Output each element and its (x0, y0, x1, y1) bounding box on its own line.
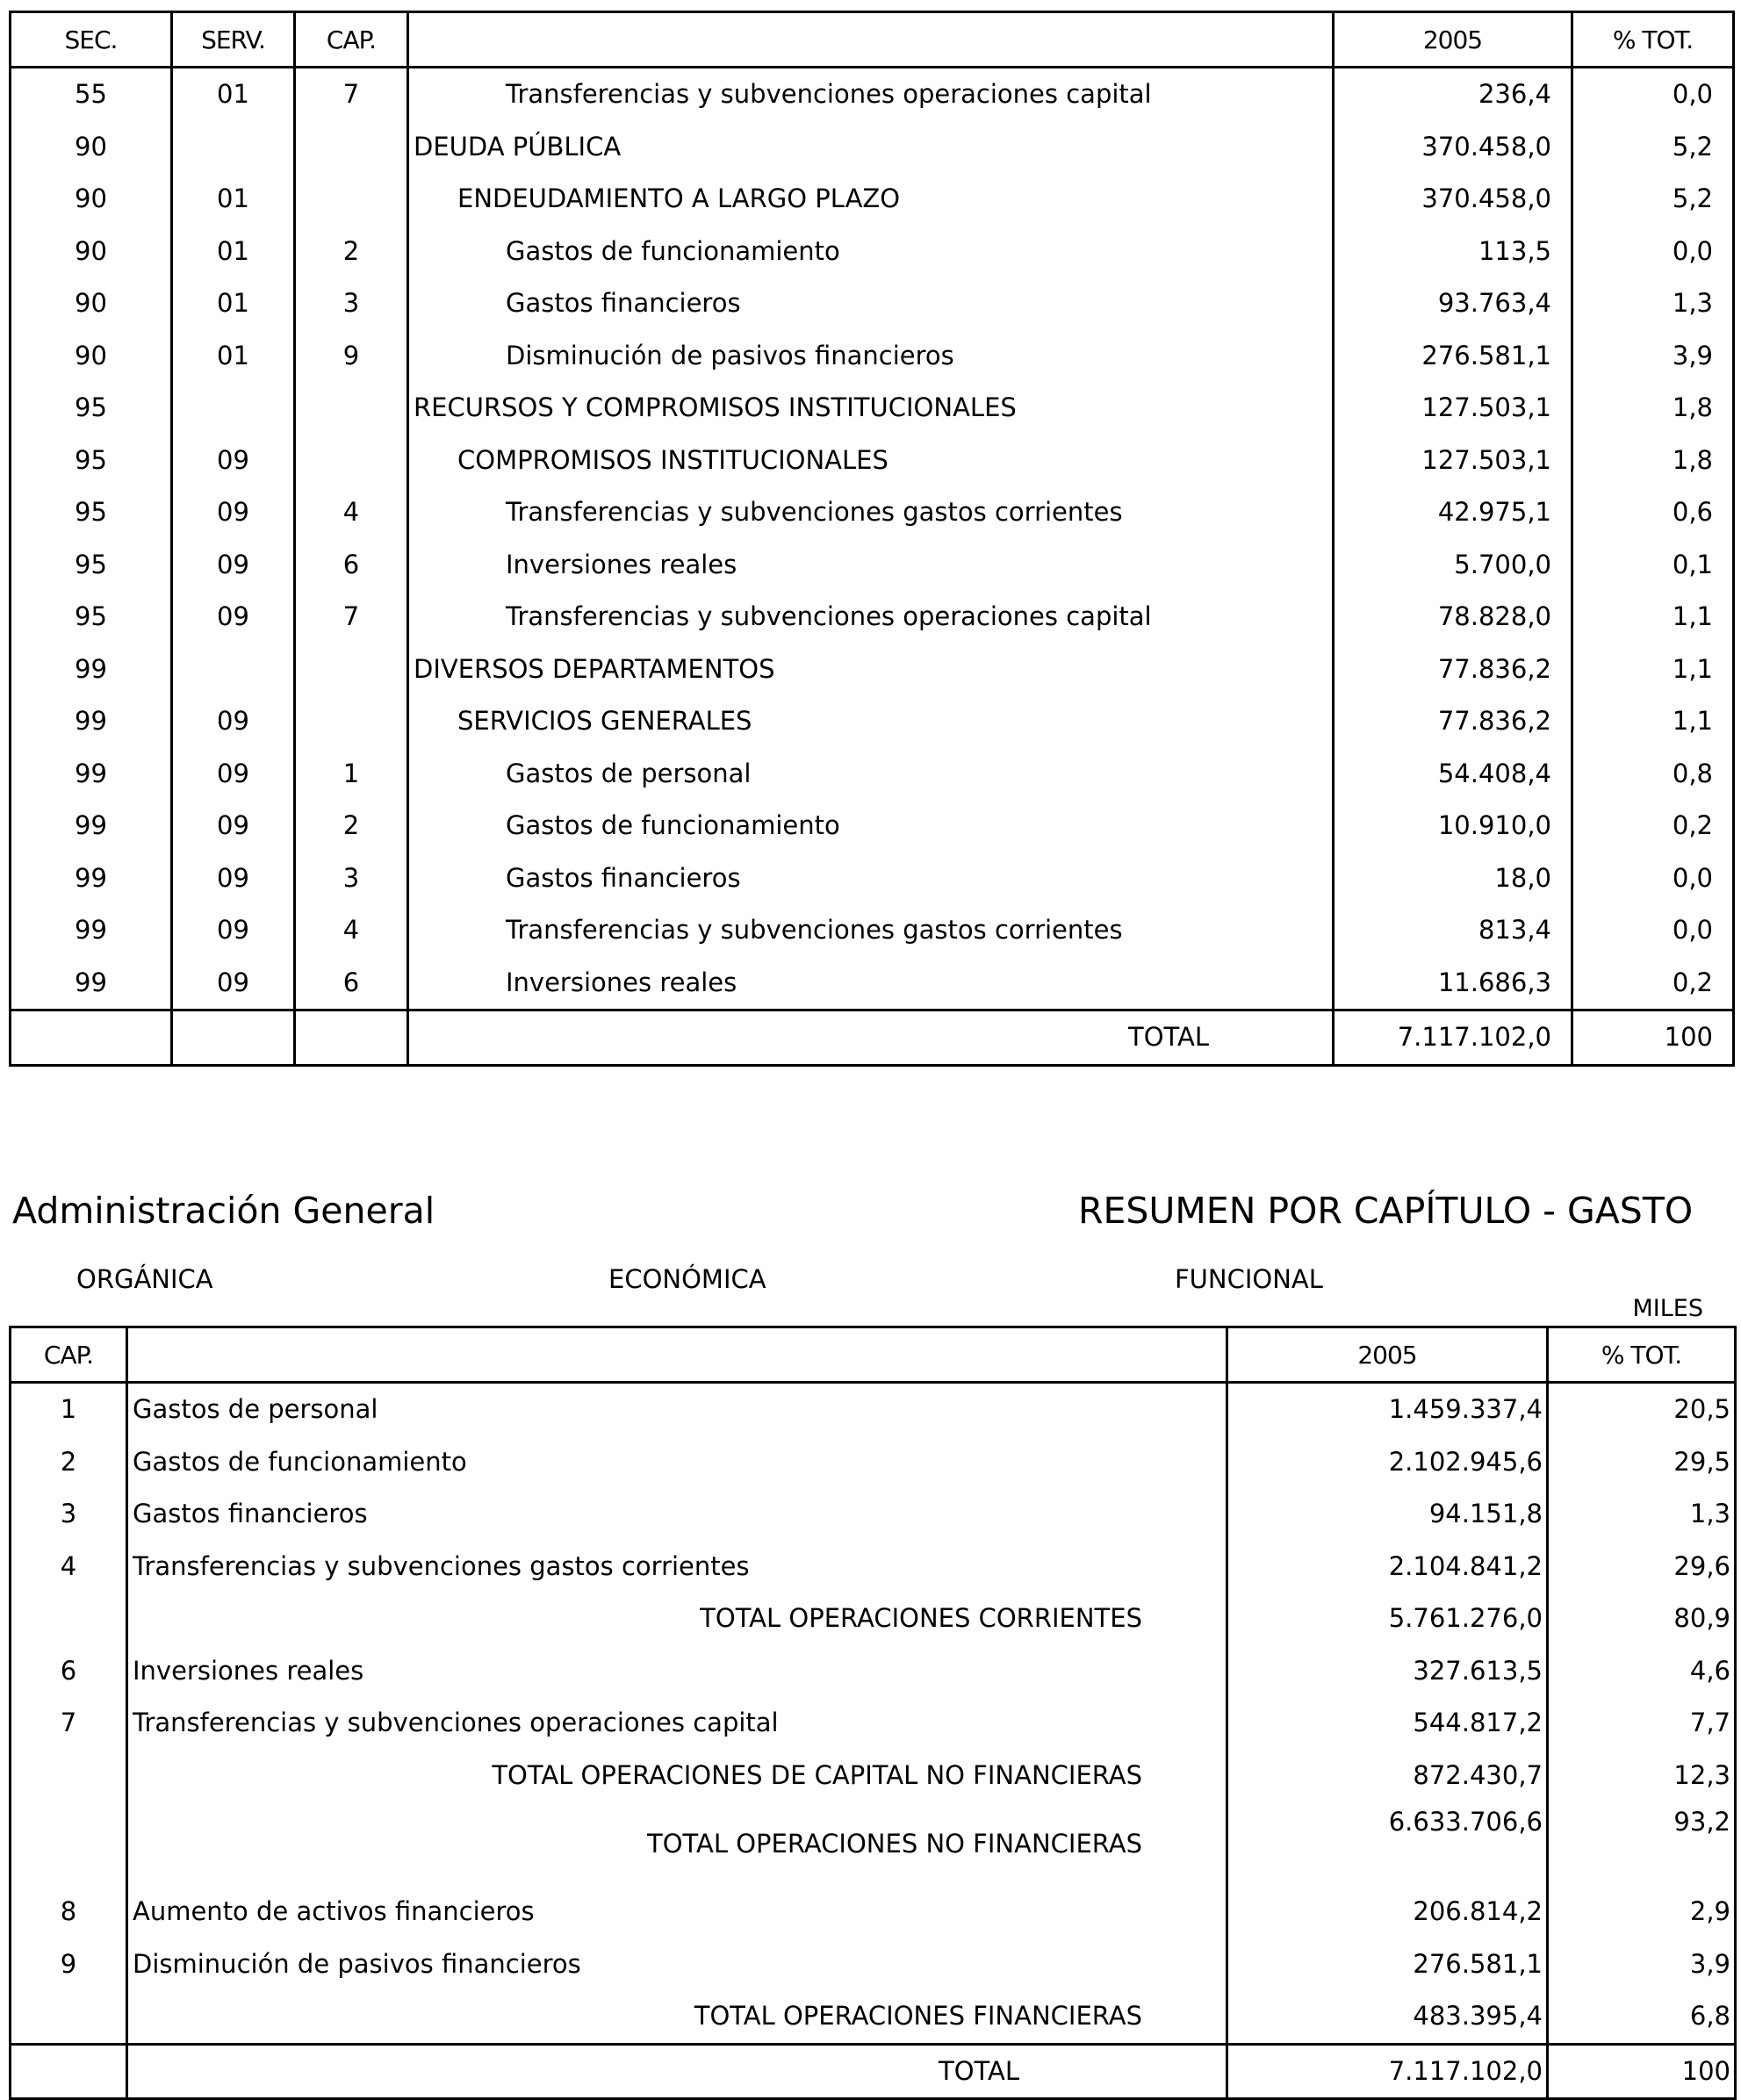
header-pct: % TOT. (1548, 1327, 1736, 1383)
pct-cell: 2,9 (1548, 1886, 1736, 1938)
cap-cell (11, 1593, 127, 1645)
total-amount: 7.117.102,0 (1227, 2044, 1548, 2099)
cap-cell (11, 1990, 127, 2044)
pct-cell: 1,1 (1572, 644, 1734, 696)
header-sec: SEC. (11, 12, 172, 68)
desc-cell: Transferencias y subvenciones operaciones capital (408, 591, 1334, 644)
sec-cell: 95 (11, 591, 172, 644)
cap-cell: 6 (295, 957, 408, 1010)
serv-cell (172, 644, 295, 696)
sec-cell: 90 (11, 226, 172, 278)
table-row (11, 748, 1734, 801)
sec-cell: 99 (11, 852, 172, 905)
sec-cell: 55 (11, 68, 172, 121)
cap-cell (295, 644, 408, 696)
pct-cell: 0,0 (1572, 68, 1734, 121)
cap-cell: 8 (11, 1886, 127, 1938)
header-year: 2005 (1334, 12, 1572, 68)
table-row (11, 695, 1734, 748)
serv-cell (172, 121, 295, 174)
header-desc (408, 12, 1334, 68)
table-row (11, 1436, 1736, 1489)
desc-cell: Gastos de funcionamiento (127, 1436, 1227, 1489)
subtotal-label: TOTAL OPERACIONES CORRIENTES (127, 1593, 1227, 1645)
desc-cell: Gastos financieros (408, 277, 1334, 330)
cap-cell: 3 (295, 852, 408, 905)
pct-cell: 0,0 (1572, 852, 1734, 905)
subtotal-label: TOTAL OPERACIONES FINANCIERAS (127, 1990, 1227, 2044)
table-row (11, 852, 1734, 905)
total-pct: 100 (1548, 2044, 1736, 2099)
cap-cell: 2 (295, 226, 408, 278)
total-amount: 7.117.102,0 (1334, 1010, 1572, 1066)
table-row (11, 435, 1734, 487)
table-row (11, 1938, 1736, 1991)
amount-cell: 6.633.706,6 (1227, 1802, 1548, 1886)
amount-cell: 127.503,1 (1334, 382, 1572, 435)
sec-cell: 95 (11, 539, 172, 592)
amount-cell: 11.686,3 (1334, 957, 1572, 1010)
cap-cell: 3 (295, 277, 408, 330)
cap-cell: 6 (295, 539, 408, 592)
pct-cell: 1,3 (1572, 277, 1734, 330)
cap-cell (295, 121, 408, 174)
pct-cell: 5,2 (1572, 121, 1734, 174)
amount-cell: 5.761.276,0 (1227, 1593, 1548, 1645)
pct-cell: 0,6 (1572, 486, 1734, 539)
pct-cell: 93,2 (1548, 1802, 1736, 1886)
header-cap: CAP. (295, 12, 408, 68)
desc-cell: Gastos financieros (127, 1488, 1227, 1541)
table-row (11, 644, 1734, 696)
total-label: TOTAL (127, 2044, 1227, 2099)
cap-cell (295, 695, 408, 748)
table-row (11, 1541, 1736, 1593)
cap-cell (295, 173, 408, 226)
cap-cell: 4 (11, 1541, 127, 1593)
amount-cell: 206.814,2 (1227, 1886, 1548, 1938)
serv-cell: 01 (172, 277, 295, 330)
serv-cell (172, 382, 295, 435)
total-label: TOTAL (408, 1010, 1334, 1066)
desc-cell: ENDEUDAMIENTO A LARGO PLAZO (408, 173, 1334, 226)
amount-cell: 236,4 (1334, 68, 1572, 121)
header-year: 2005 (1227, 1327, 1548, 1383)
amount-cell: 42.975,1 (1334, 486, 1572, 539)
sec-cell: 90 (11, 330, 172, 383)
label-organica: ORGÁNICA (76, 1264, 213, 1294)
section-title: Administración General (12, 1190, 435, 1232)
sec-cell: 99 (11, 695, 172, 748)
table-row (11, 173, 1734, 226)
table-row (11, 539, 1734, 592)
pct-cell: 0,1 (1572, 539, 1734, 592)
amount-cell: 544.817,2 (1227, 1697, 1548, 1750)
sec-cell: 99 (11, 904, 172, 957)
amount-cell: 93.763,4 (1334, 277, 1572, 330)
cap-cell: 2 (11, 1436, 127, 1489)
serv-cell: 01 (172, 226, 295, 278)
pct-cell: 6,8 (1548, 1990, 1736, 2044)
pct-cell: 0,2 (1572, 800, 1734, 852)
amount-cell: 276.581,1 (1334, 330, 1572, 383)
pct-cell: 4,6 (1548, 1645, 1736, 1698)
desc-cell: Disminución de pasivos financieros (127, 1938, 1227, 1991)
pct-cell: 1,8 (1572, 435, 1734, 487)
desc-cell: Disminución de pasivos financieros (408, 330, 1334, 383)
pct-cell: 7,7 (1548, 1697, 1736, 1750)
cap-cell: 3 (11, 1488, 127, 1541)
table-row (11, 68, 1734, 121)
amount-cell: 5.700,0 (1334, 539, 1572, 592)
pct-cell: 1,1 (1572, 591, 1734, 644)
table-row (11, 1383, 1736, 1436)
desc-cell: DIVERSOS DEPARTAMENTOS (408, 644, 1334, 696)
detail-total-row (11, 1010, 1734, 1066)
desc-cell: RECURSOS Y COMPROMISOS INSTITUCIONALES (408, 382, 1334, 435)
amount-cell: 813,4 (1334, 904, 1572, 957)
serv-cell: 09 (172, 957, 295, 1010)
table-row (11, 1645, 1736, 1698)
table-row (11, 121, 1734, 174)
desc-cell: Gastos de personal (127, 1383, 1227, 1436)
desc-cell: Transferencias y subvenciones operaciones capital (408, 68, 1334, 121)
cap-cell: 7 (295, 68, 408, 121)
desc-cell: Inversiones reales (127, 1645, 1227, 1698)
summary-table-body (11, 1383, 1736, 2045)
pct-cell: 80,9 (1548, 1593, 1736, 1645)
amount-cell: 370.458,0 (1334, 173, 1572, 226)
sec-cell: 90 (11, 173, 172, 226)
cap-cell: 1 (11, 1383, 127, 1436)
desc-cell: Gastos financieros (408, 852, 1334, 905)
table-row (11, 1488, 1736, 1541)
cap-cell (11, 1750, 127, 1802)
cap-cell: 9 (295, 330, 408, 383)
subtotal-row (11, 1990, 1736, 2044)
label-funcional: FUNCIONAL (1175, 1264, 1323, 1294)
sec-cell: 99 (11, 644, 172, 696)
serv-cell: 09 (172, 800, 295, 852)
summary-title: RESUMEN POR CAPÍTULO - GASTO (1078, 1190, 1694, 1232)
sec-cell: 95 (11, 435, 172, 487)
serv-cell: 09 (172, 904, 295, 957)
subtotal-label: TOTAL OPERACIONES DE CAPITAL NO FINANCIERAS (127, 1750, 1227, 1802)
table-row (11, 382, 1734, 435)
pct-cell: 1,8 (1572, 382, 1734, 435)
pct-cell: 1,1 (1572, 695, 1734, 748)
serv-cell: 01 (172, 330, 295, 383)
pct-cell: 0,0 (1572, 226, 1734, 278)
desc-cell: Transferencias y subvenciones gastos corrientes (408, 904, 1334, 957)
amount-cell: 483.395,4 (1227, 1990, 1548, 2044)
header-pct: % TOT. (1572, 12, 1734, 68)
cap-cell: 7 (295, 591, 408, 644)
subtotal-row (11, 1750, 1736, 1802)
amount-cell: 2.104.841,2 (1227, 1541, 1548, 1593)
serv-cell: 09 (172, 486, 295, 539)
desc-cell: DEUDA PÚBLICA (408, 121, 1334, 174)
subtotal-label: TOTAL OPERACIONES NO FINANCIERAS (127, 1802, 1227, 1886)
desc-cell: Gastos de funcionamiento (408, 226, 1334, 278)
serv-cell: 01 (172, 173, 295, 226)
table-row (11, 486, 1734, 539)
cap-cell: 1 (295, 748, 408, 801)
desc-cell: Transferencias y subvenciones gastos corrientes (127, 1541, 1227, 1593)
serv-cell: 09 (172, 539, 295, 592)
summary-header-row (11, 1327, 1736, 1383)
pct-cell: 5,2 (1572, 173, 1734, 226)
pct-cell: 0,8 (1572, 748, 1734, 801)
subtotal-row (11, 1593, 1736, 1645)
pct-cell: 0,2 (1572, 957, 1734, 1010)
amount-cell: 18,0 (1334, 852, 1572, 905)
amount-cell: 54.408,4 (1334, 748, 1572, 801)
serv-cell: 01 (172, 68, 295, 121)
cap-cell: 6 (11, 1645, 127, 1698)
serv-cell: 09 (172, 748, 295, 801)
table-row (11, 277, 1734, 330)
desc-cell: Inversiones reales (408, 539, 1334, 592)
table-row (11, 1697, 1736, 1750)
table-row (11, 591, 1734, 644)
pct-cell: 0,0 (1572, 904, 1734, 957)
cap-cell: 4 (295, 904, 408, 957)
desc-cell: Aumento de activos financieros (127, 1886, 1227, 1938)
serv-cell: 09 (172, 695, 295, 748)
units-label: MILES (1632, 1295, 1703, 1322)
detail-header-row (11, 12, 1734, 68)
sec-cell: 95 (11, 382, 172, 435)
amount-cell: 276.581,1 (1227, 1938, 1548, 1991)
total-pct: 100 (1572, 1010, 1734, 1066)
desc-cell: Transferencias y subvenciones operaciones capital (127, 1697, 1227, 1750)
amount-cell: 327.613,5 (1227, 1645, 1548, 1698)
subtotal-row (11, 1802, 1736, 1886)
desc-cell: SERVICIOS GENERALES (408, 695, 1334, 748)
amount-cell: 113,5 (1334, 226, 1572, 278)
cap-cell (11, 1802, 127, 1886)
table-row (11, 1886, 1736, 1938)
header-serv: SERV. (172, 12, 295, 68)
cap-cell: 4 (295, 486, 408, 539)
serv-cell: 09 (172, 591, 295, 644)
desc-cell: Gastos de personal (408, 748, 1334, 801)
amount-cell: 127.503,1 (1334, 435, 1572, 487)
pct-cell: 3,9 (1572, 330, 1734, 383)
amount-cell: 77.836,2 (1334, 644, 1572, 696)
table-row (11, 904, 1734, 957)
detail-table (9, 11, 1735, 1067)
serv-cell: 09 (172, 852, 295, 905)
desc-cell: Transferencias y subvenciones gastos corrientes (408, 486, 1334, 539)
amount-cell: 77.836,2 (1334, 695, 1572, 748)
cap-cell (295, 435, 408, 487)
pct-cell: 20,5 (1548, 1383, 1736, 1436)
cap-cell (295, 382, 408, 435)
table-row (11, 800, 1734, 852)
amount-cell: 10.910,0 (1334, 800, 1572, 852)
summary-total-row (11, 2044, 1736, 2099)
pct-cell: 1,3 (1548, 1488, 1736, 1541)
amount-cell: 2.102.945,6 (1227, 1436, 1548, 1489)
cap-cell: 9 (11, 1938, 127, 1991)
pct-cell: 3,9 (1548, 1938, 1736, 1991)
sec-cell: 90 (11, 121, 172, 174)
table-row (11, 957, 1734, 1010)
serv-cell: 09 (172, 435, 295, 487)
sec-cell: 99 (11, 748, 172, 801)
summary-table (9, 1326, 1737, 2100)
sec-cell: 99 (11, 957, 172, 1010)
pct-cell: 29,6 (1548, 1541, 1736, 1593)
amount-cell: 94.151,8 (1227, 1488, 1548, 1541)
detail-table-body (11, 68, 1734, 1010)
pct-cell: 12,3 (1548, 1750, 1736, 1802)
sec-cell: 90 (11, 277, 172, 330)
amount-cell: 370.458,0 (1334, 121, 1572, 174)
label-economica: ECONÓMICA (608, 1264, 766, 1294)
pct-cell: 29,5 (1548, 1436, 1736, 1489)
table-row (11, 330, 1734, 383)
desc-cell: COMPROMISOS INSTITUCIONALES (408, 435, 1334, 487)
table-row (11, 226, 1734, 278)
amount-cell: 1.459.337,4 (1227, 1383, 1548, 1436)
sec-cell: 95 (11, 486, 172, 539)
desc-cell: Gastos de funcionamiento (408, 800, 1334, 852)
sec-cell: 99 (11, 800, 172, 852)
desc-cell: Inversiones reales (408, 957, 1334, 1010)
header-desc (127, 1327, 1227, 1383)
header-cap: CAP. (11, 1327, 127, 1383)
cap-cell: 2 (295, 800, 408, 852)
amount-cell: 872.430,7 (1227, 1750, 1548, 1802)
amount-cell: 78.828,0 (1334, 591, 1572, 644)
cap-cell: 7 (11, 1697, 127, 1750)
